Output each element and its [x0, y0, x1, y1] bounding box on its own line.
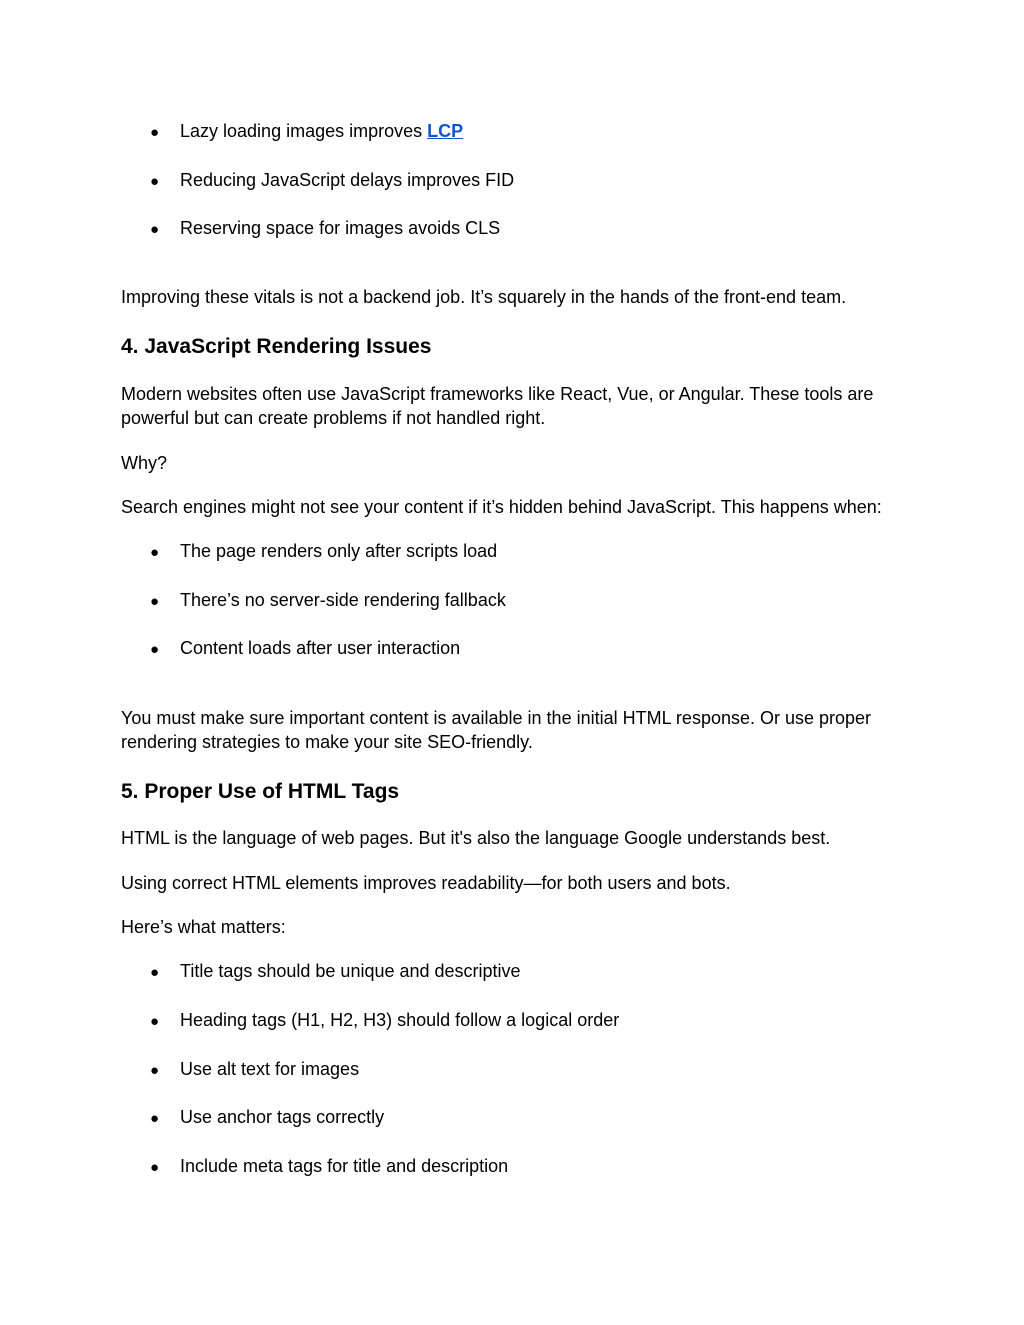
paragraph: Modern websites often use JavaScript frameworks like React, Vue, or Angular. These tools are powerful but can create problems if not handled right.: [121, 384, 874, 428]
bullet-glyph: ●: [150, 1110, 160, 1127]
bullet-glyph: ●: [150, 964, 160, 981]
bullet-glyph: ●: [150, 1062, 160, 1079]
paragraph: Why?: [121, 453, 168, 473]
paragraph: Using correct HTML elements improves readability—for both users and bots.: [121, 873, 731, 893]
bullet-glyph: ●: [150, 124, 160, 141]
list-item-text: Reserving space for images avoids CLS: [180, 218, 501, 238]
list-item: [150, 636, 460, 662]
section-heading: 5. Proper Use of HTML Tags: [121, 780, 400, 803]
list-item-text: Title tags should be unique and descriptive: [180, 961, 521, 981]
list-item: [150, 119, 463, 145]
list-item: [150, 1057, 359, 1083]
list-item-text: Use anchor tags correctly: [180, 1107, 385, 1127]
list-item-text: Reducing JavaScript delays improves FID: [180, 170, 515, 190]
bullet-glyph: ●: [150, 173, 160, 190]
list-item: [150, 1008, 619, 1034]
bullet-glyph: ●: [150, 641, 160, 658]
list-item-text: The page renders only after scripts load: [180, 541, 498, 561]
paragraph: Here’s what matters:: [121, 917, 286, 937]
bullet-glyph: ●: [150, 1159, 160, 1176]
list-item-text: There’s no server-side rendering fallback: [180, 590, 506, 610]
list-item-text: Include meta tags for title and description: [180, 1156, 509, 1176]
list-item: [150, 1105, 384, 1131]
list-item-text: Heading tags (H1, H2, H3) should follow a logical order: [180, 1010, 620, 1030]
list-item: [150, 168, 514, 194]
list-item: [150, 216, 500, 242]
bullet-glyph: ●: [150, 1013, 160, 1030]
paragraph: Improving these vitals is not a backend job. It’s squarely in the hands of the front-end team.: [121, 287, 847, 307]
paragraph: You must make sure important content is available in the initial HTML response. Or use proper rendering strategies to make your site SEO-friendly.: [121, 708, 872, 752]
section-heading: 4. JavaScript Rendering Issues: [121, 335, 432, 358]
bullet-glyph: ●: [150, 221, 160, 238]
list-item-text: Lazy loading images improves: [180, 121, 428, 141]
bullet-glyph: ●: [150, 544, 160, 561]
list-item: [150, 959, 521, 985]
paragraph: HTML is the language of web pages. But it's also the language Google understands best.: [121, 828, 831, 848]
list-item: [150, 539, 497, 565]
list-item-text: Content loads after user interaction: [180, 638, 461, 658]
list-item-text: Use alt text for images: [180, 1059, 360, 1079]
paragraph: Search engines might not see your content if it’s hidden behind JavaScript. This happens when:: [121, 497, 882, 517]
list-item: [150, 1154, 508, 1180]
list-item: [150, 588, 506, 614]
bullet-glyph: ●: [150, 593, 160, 610]
lcp-link[interactable]: LCP: [427, 121, 464, 141]
